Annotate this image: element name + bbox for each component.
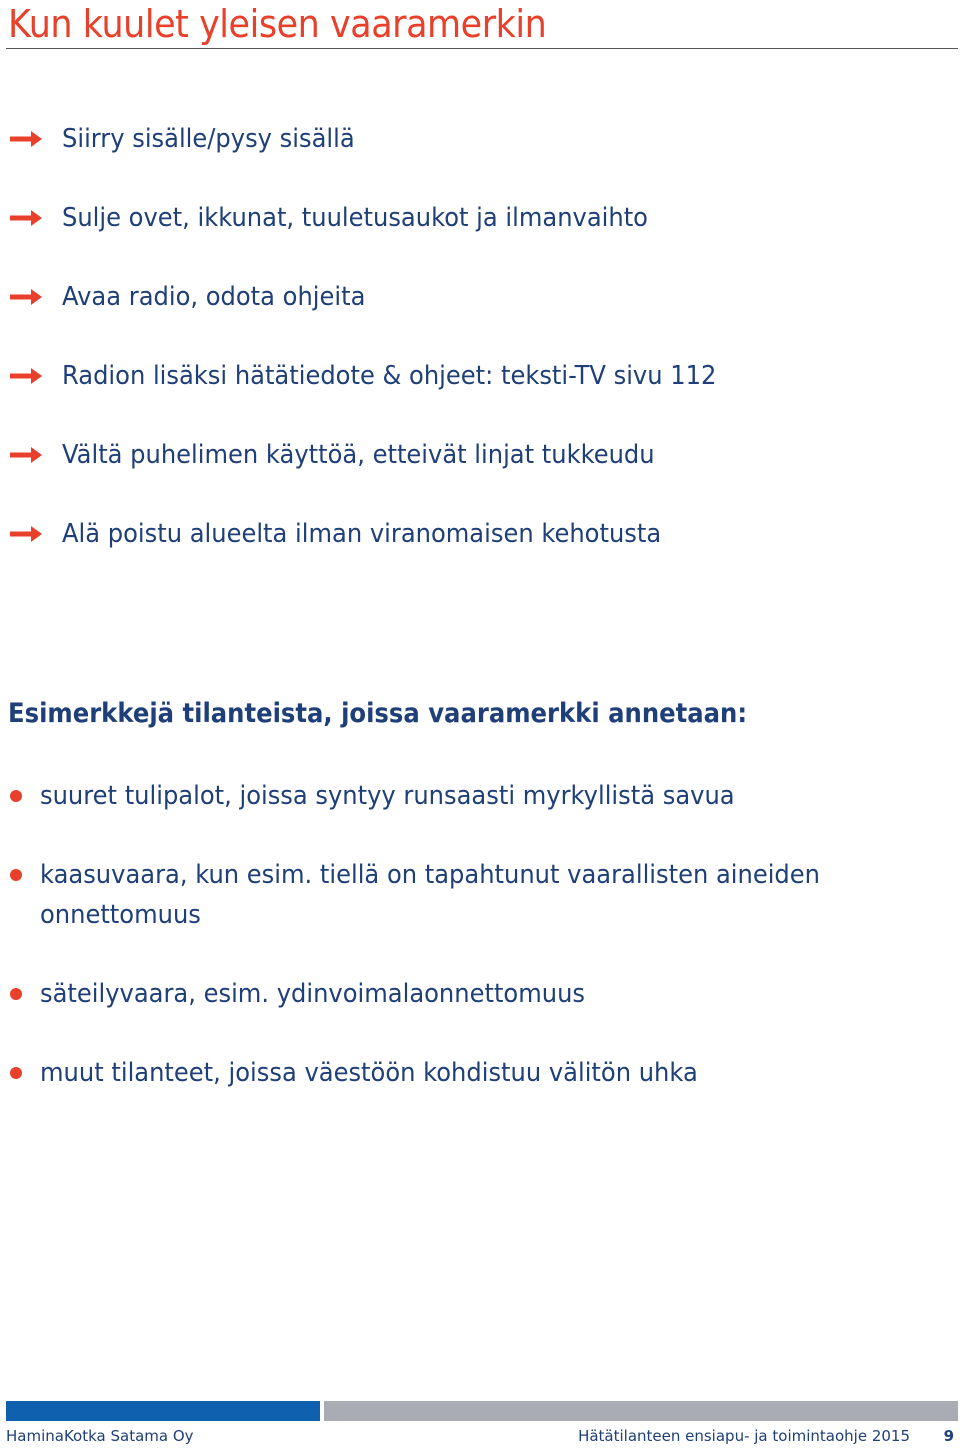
example-text: säteilyvaara, esim. ydinvoimalaonnettomuus xyxy=(40,979,586,1009)
arrow-right-icon xyxy=(10,131,42,147)
arrow-right-icon xyxy=(10,289,42,305)
title-divider xyxy=(6,48,958,49)
example-text: kaasuvaara, kun esim. tiellä on tapahtunut vaarallisten aineiden onnettomuus xyxy=(40,860,820,930)
arrow-right-icon xyxy=(10,210,42,226)
footer-bar-blue xyxy=(6,1401,320,1421)
bullet-dot-icon xyxy=(10,869,22,881)
page-title: Kun kuulet yleisen vaaramerkin xyxy=(8,2,547,46)
footer-bar-grey xyxy=(324,1401,958,1421)
instruction-text: Sulje ovet, ikkunat, tuuletusaukot ja ilmanvaihto xyxy=(62,203,648,233)
instruction-text: Alä poistu alueelta ilman viranomaisen kehotusta xyxy=(62,519,662,549)
bullet-dot-icon xyxy=(10,790,22,802)
arrow-right-icon xyxy=(10,368,42,384)
examples-heading: Esimerkkejä tilanteista, joissa vaaramerkki annetaan: xyxy=(8,698,748,729)
instruction-text: Siirry sisälle/pysy sisällä xyxy=(62,124,355,154)
instruction-text: Avaa radio, odota ohjeita xyxy=(62,282,366,312)
bullet-dot-icon xyxy=(10,1067,22,1079)
footer-company: HaminaKotka Satama Oy xyxy=(6,1427,194,1445)
example-text: suuret tulipalot, joissa syntyy runsaasti myrkyllistä savua xyxy=(40,781,735,811)
arrow-right-icon xyxy=(10,526,42,542)
bullet-dot-icon xyxy=(10,988,22,1000)
example-text: muut tilanteet, joissa väestöön kohdistuu välitön uhka xyxy=(40,1058,698,1088)
instruction-text: Radion lisäksi hätätiedote & ohjeet: teksti-TV sivu 112 xyxy=(62,361,717,391)
arrow-right-icon xyxy=(10,447,42,463)
footer-document-title: Hätätilanteen ensiapu- ja toimintaohje 2015 xyxy=(578,1427,910,1445)
instruction-text: Vältä puhelimen käyttöä, etteivät linjat tukkeudu xyxy=(62,440,655,470)
page-number: 9 xyxy=(943,1427,954,1445)
